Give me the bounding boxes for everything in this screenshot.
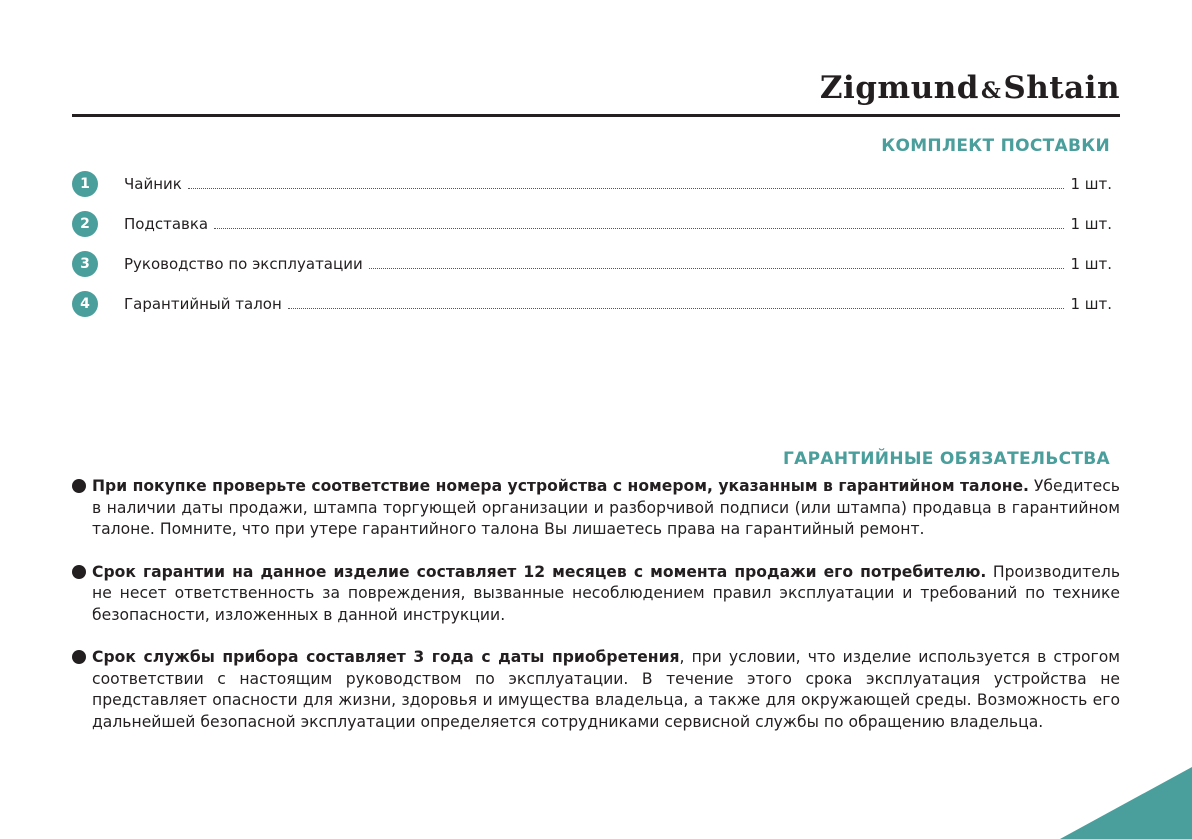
bullet-icon bbox=[72, 565, 86, 579]
warranty-paragraph bbox=[72, 476, 1120, 541]
item-number-badge: 3 bbox=[72, 251, 98, 277]
kit-title: КОМПЛЕКТ ПОСТАВКИ bbox=[881, 136, 1110, 156]
dot-leader bbox=[288, 308, 1065, 309]
item-quantity: 1 шт. bbox=[1070, 255, 1112, 273]
kit-item bbox=[72, 251, 1112, 277]
item-quantity: 1 шт. bbox=[1070, 175, 1112, 193]
item-quantity: 1 шт. bbox=[1070, 295, 1112, 313]
paragraph-lead: Срок гарантии на данное изделие составляет 12 месяцев с момента продажи его потребителю. bbox=[92, 562, 987, 581]
kit-list bbox=[72, 171, 1112, 331]
kit-item bbox=[72, 171, 1112, 197]
brand-name-right: Shtain bbox=[1003, 70, 1120, 106]
item-number-badge: 4 bbox=[72, 291, 98, 317]
dot-leader bbox=[188, 188, 1065, 189]
brand-name-left: Zigmund bbox=[819, 70, 979, 106]
paragraph-lead: При покупке проверьте соответствие номера устройства с номером, указанным в гарантийном талоне. bbox=[92, 477, 1029, 495]
kit-item bbox=[72, 211, 1112, 237]
item-name: Руководство по эксплуатации bbox=[124, 255, 363, 273]
warranty-paragraph bbox=[72, 562, 1120, 627]
dot-leader bbox=[369, 268, 1065, 269]
bullet-icon bbox=[72, 650, 86, 664]
item-name: Чайник bbox=[124, 175, 182, 193]
dot-leader bbox=[214, 228, 1064, 229]
item-quantity: 1 шт. bbox=[1070, 215, 1112, 233]
header-rule bbox=[72, 114, 1120, 117]
warranty-title: ГАРАНТИЙНЫЕ ОБЯЗАТЕЛЬСТВА bbox=[783, 449, 1110, 469]
paragraph-lead: Срок службы прибора составляет 3 года с даты приобретения bbox=[92, 648, 680, 666]
brand-ampersand: & bbox=[980, 78, 1002, 104]
paragraph-body: , при условии, что изделие используется в строгом соответствии с настоящим руководством по эксплуатации. В течение этого срока эксплуатация устройства не представляет опасности для жизни, здоровья и имущества владельца, а также для окружающей среды. Возможность его дальнейшей безопасной эксплуатации определяется сотрудниками сервисной службы по обращению владельца. bbox=[92, 648, 1120, 731]
warranty-paragraph bbox=[72, 647, 1120, 733]
kit-item bbox=[72, 291, 1112, 317]
item-name: Гарантийный талон bbox=[124, 295, 282, 313]
bullet-icon bbox=[72, 479, 86, 493]
corner-decoration bbox=[1060, 767, 1192, 839]
paragraph-body: Производитель не несет ответственность за повреждения, вызванные несоблюдением правил эксплуатации и требований по технике безопасности, изложенных в данной инструкции. bbox=[92, 562, 1121, 624]
warranty-section bbox=[72, 476, 1120, 754]
paragraph-body: Убедитесь в наличии даты продажи, штампа торгующей организации и разборчивой подписи (или штампа) продавца в гарантийном талоне. Помните, что при утере гарантийного талона Вы лишаетесь права на гарантийный ремонт. bbox=[92, 477, 1120, 538]
item-name: Подставка bbox=[124, 215, 209, 233]
brand-logo bbox=[820, 70, 1120, 106]
item-number-badge: 2 bbox=[72, 211, 98, 237]
item-number-badge: 1 bbox=[72, 171, 98, 197]
